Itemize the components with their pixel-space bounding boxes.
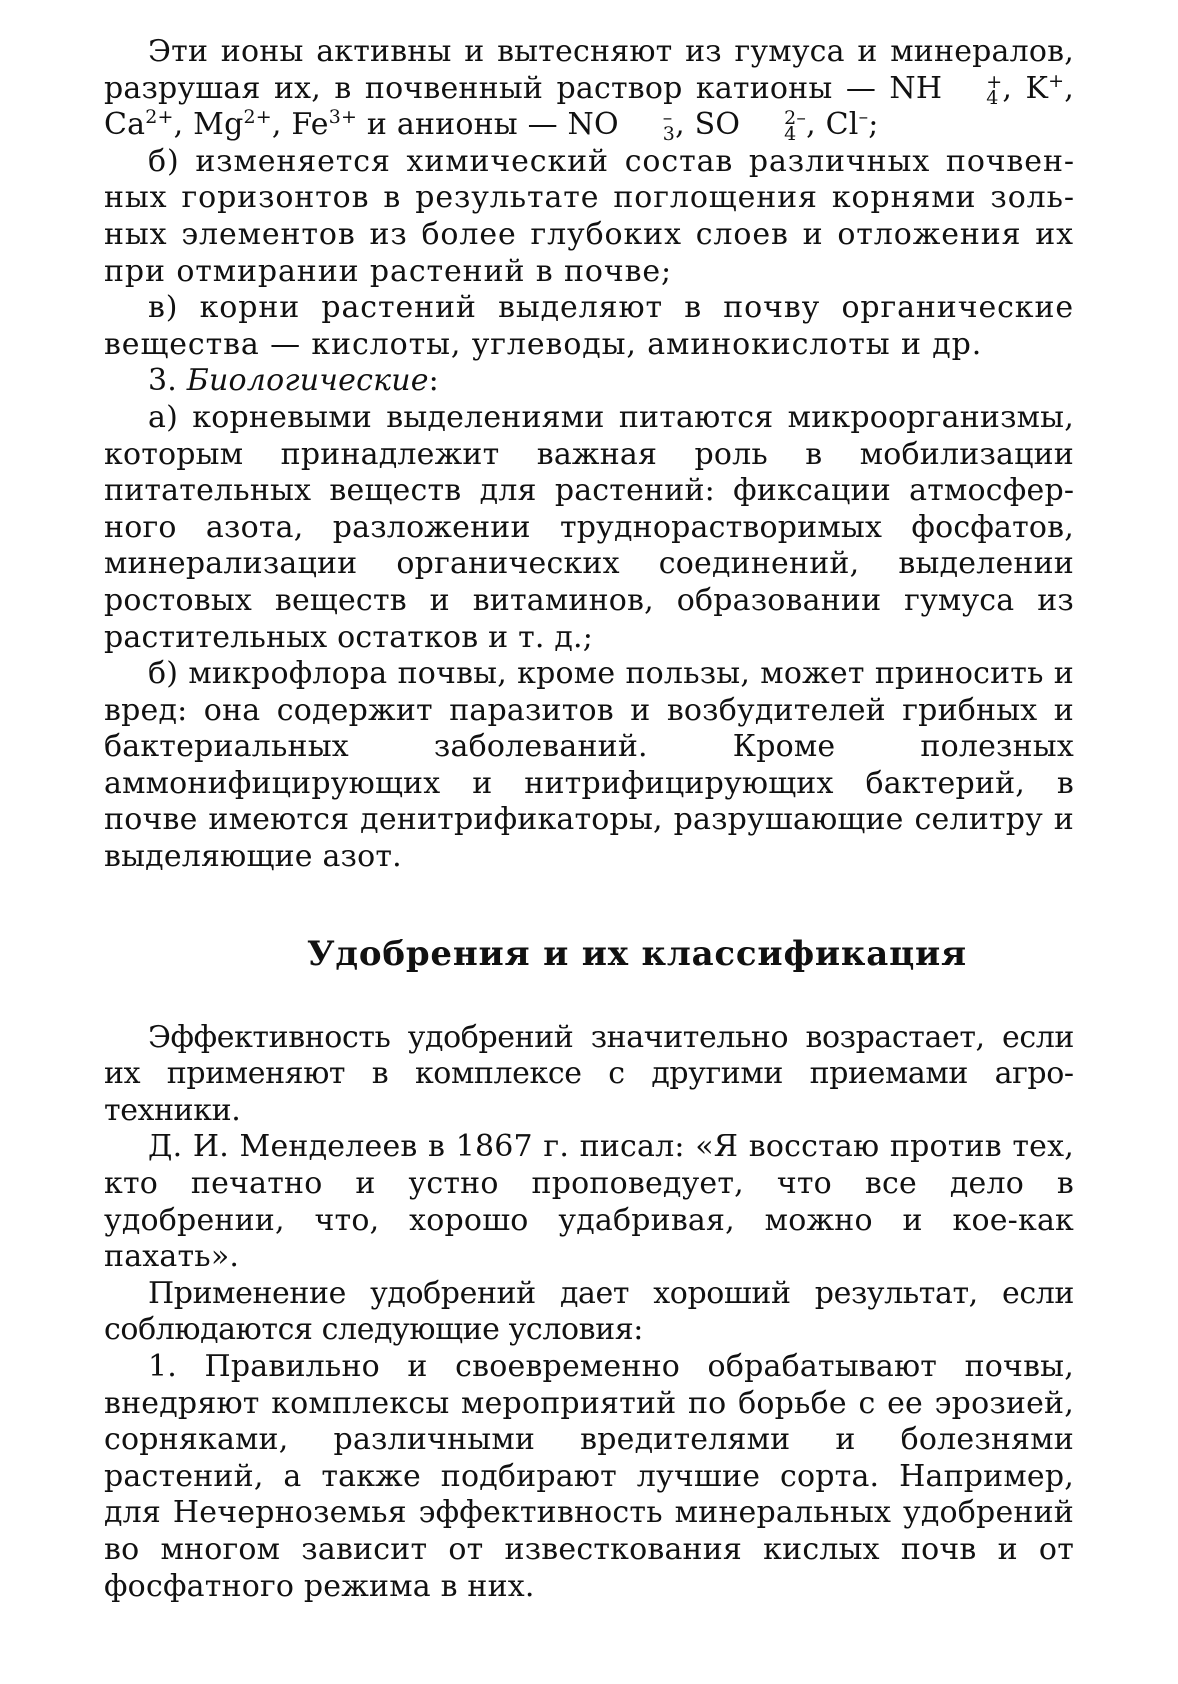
ion-nh4: NH + 4 , xyxy=(889,70,1013,109)
paragraph-microflora: б) микрофлора почвы, кроме пользы, может приносить и вред: она содержит паразитов и возбудителей грибных и бактериальных заболеваний. Кроме полезных аммонифицирующих и нитрифицирующих бактерий, в почве имеются денитрификаторы, разрушающие селитру и выделяющие азот. xyxy=(104,656,1074,875)
paragraph-root-secretions: в) корни растений выделяют в почву органические вещества — кислоты, углеводы, аминокислоты и др. xyxy=(104,290,1074,362)
paragraph-microorganisms: а) корневыми выделениями питаются микроорганизмы, которым принадлежит важная роль в мобилизации питательных веществ для растений: фиксации атмосферного азота, разложении труднорастворимых фосфатов, минерализации органических соединений, выделении ростовых веществ и витаминов, образовании гумуса из растительных остатков и т. д.; xyxy=(104,399,1074,655)
ion-k: K+, xyxy=(1025,69,1074,106)
paragraph-condition-1: 1. Правильно и своевременно обрабатывают почвы, внедряют комплексы мероприятий по борьбе с ее эрозией, сорняками, различными вредителями и болезнями растений, а также подбирают лучшие сорта. Например, для Нечерноземья эффективность минеральных удобрений во многом зависит от известкования кислых почв и от фосфатного режима в них. xyxy=(104,1349,1074,1604)
ion-mg: $Mg^{2+}$, xyxy=(193,106,282,143)
ion-ca: $Ca^{2+}$, xyxy=(104,106,184,143)
item-title: Биологические xyxy=(186,363,429,399)
paragraph-fertilizer-efficiency: Эффективность удобрений значительно возрастает, если их применяют в комплексе с другими приемами агротехники. xyxy=(104,1019,1074,1128)
paragraph-mendeleev-quote: Д. И. Менделеев в 1867 г. писал: «Я восстаю против тех, кто печатно и устно проповедует, что все дело в удобрении, что, хорошо удабривая, можно и кое-как пахать». xyxy=(104,1129,1074,1275)
ion-fe: $Fe^{3+}$ xyxy=(291,106,358,143)
ion-cl: Cl–; xyxy=(825,106,879,143)
item-biological: 3. Биологические: xyxy=(148,363,439,399)
ion-no3: NO – 3 , xyxy=(567,107,685,146)
paragraph-ions-text: Эти ионы активны и вытесняют из гумуса и минералов, разрушая их, в почвенный раствор катионы — xyxy=(104,34,1074,106)
item-number: 3. xyxy=(148,363,178,399)
paragraph-conditions: Применение удобрений дает хороший результат, если соблюдаются следующие условия: xyxy=(104,1275,1074,1348)
paragraph-chemical-composition: б) изменяется химический состав различных почвенных горизонтов в результате поглощения корнями зольных элементов из более глубоких слоев и отложения их при отмирании растений в почве; xyxy=(104,143,1074,289)
ion-so4: SO 2– 4 , xyxy=(694,107,816,146)
paragraph-ions xyxy=(104,34,1074,144)
document-page xyxy=(104,34,1074,1605)
section-title: Удобрения и их классификация xyxy=(307,933,967,974)
anions-text: и анионы — xyxy=(357,107,568,143)
